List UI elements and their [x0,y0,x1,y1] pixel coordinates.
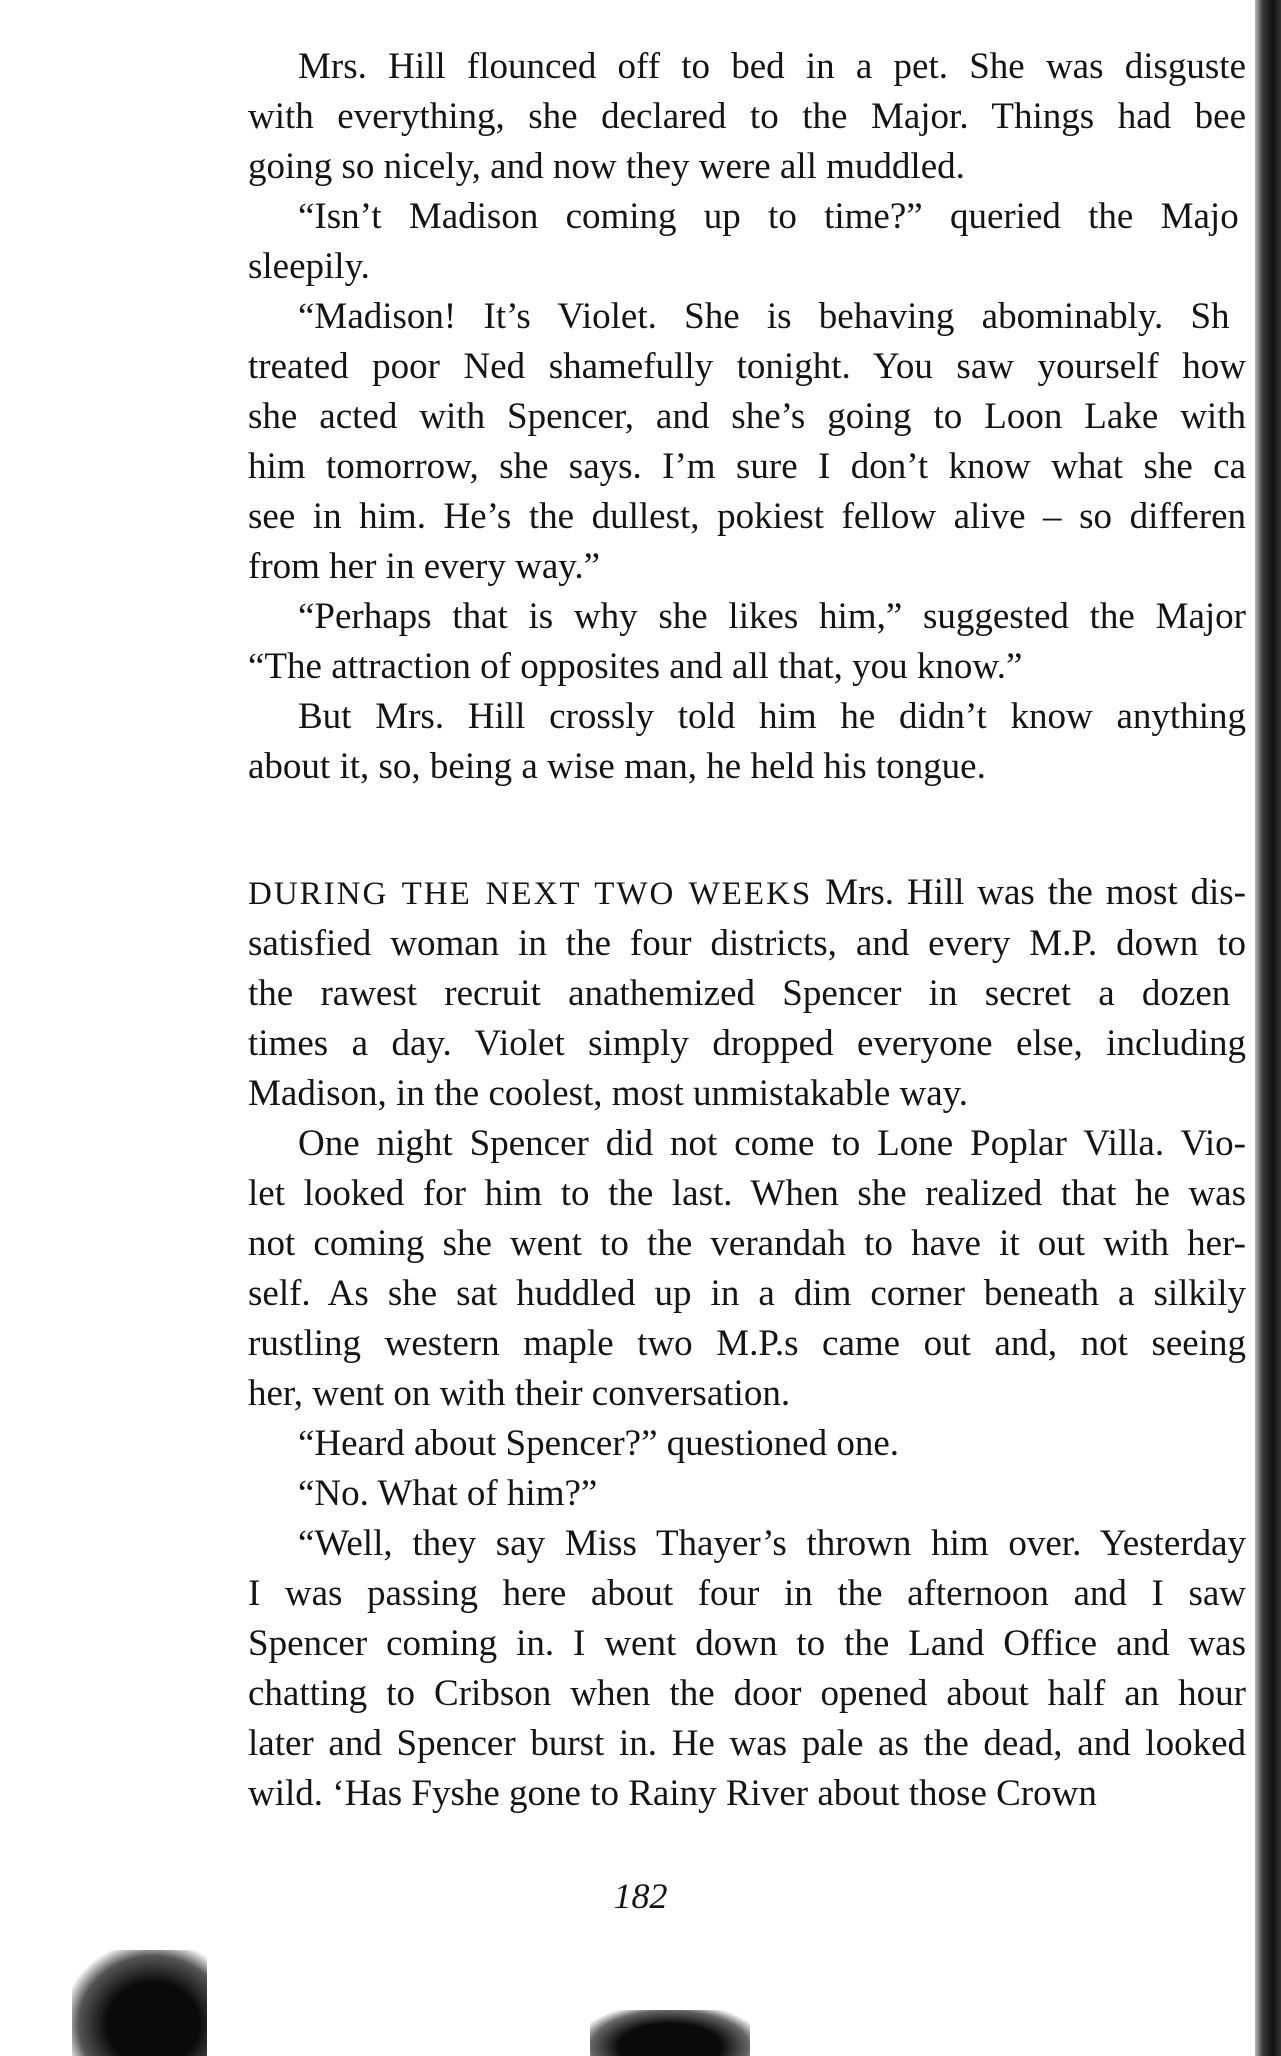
text-line: self. As she sat huddled up in a dim corner beneath a silkily [248,1273,1246,1314]
scan-binding-shadow [1255,0,1281,2056]
paragraph [248,292,1246,592]
text-line: later and Spencer burst in. He was pale as the dead, and looked [248,1723,1246,1764]
text-line: But Mrs. Hill crossly told him he didn’t know anything [298,696,1246,737]
paragraph [248,1519,1246,1819]
text-line: “No. What of him?” [298,1473,598,1514]
paragraph [248,42,1246,192]
paragraph [248,1419,1246,1469]
text-line: I was passing here about four in the afternoon and I saw [248,1573,1246,1614]
paragraph [248,692,1246,792]
text-line: “Well, they say Miss Thayer’s thrown him over. Yesterday [298,1523,1246,1564]
text-line: “The attraction of opposites and all that, you know.” [248,646,1023,687]
scan-blot-left [72,1950,207,2056]
paragraph [248,592,1246,692]
paragraph [248,868,1246,1119]
bottom-text-section [248,868,1246,1819]
paragraph [248,192,1246,292]
text-line: Madison, in the coolest, most unmistakable way. [248,1073,969,1114]
paragraph [248,1119,1246,1419]
text-line: chatting to Cribson when the door opened about half an hour [248,1673,1246,1714]
text-line: wild. ‘Has Fyshe gone to Rainy River about those Crown [248,1773,1097,1814]
text-line: let looked for him to the last. When she realized that he was [248,1173,1246,1214]
text-line: satisfied woman in the four districts, and every M.P. down to [248,923,1246,964]
text-line: from her in every way.” [248,546,601,587]
paragraph [248,1469,1246,1519]
text-line: going so nicely, and now they were all muddled. [248,146,965,187]
text-line: rustling western maple two M.P.s came out and, not seeing [248,1323,1246,1364]
text-line: “Perhaps that is why she likes him,” suggested the Major [298,596,1246,637]
section-opening-smallcaps: DURING THE NEXT TWO WEEKS [248,876,813,912]
page-number: 182 [613,1876,668,1916]
text-line: see in him. He’s the dullest, pokiest fellow alive – so differen [248,496,1246,537]
text-line: him tomorrow, she says. I’m sure I don’t know what she ca [248,446,1246,487]
text-line [248,868,1246,919]
text-line: One night Spencer did not come to Lone Poplar Villa. Vio- [298,1123,1246,1164]
text-line: sleepily. [248,246,370,287]
text-line: “Isn’t Madison coming up to time?” queried the Majo [298,196,1239,237]
text-line: “Heard about Spencer?” questioned one. [298,1423,899,1464]
text-line: about it, so, being a wise man, he held his tongue. [248,746,986,787]
text-line: not coming she went to the verandah to have it out with her- [248,1223,1246,1264]
text-line-rest: Mrs. Hill was the most dis- [825,872,1247,913]
text-line: times a day. Violet simply dropped everyone else, including [248,1023,1246,1064]
text-line: with everything, she declared to the Major. Things had bee [248,96,1246,137]
text-line: Spencer coming in. I went down to the Land Office and was [248,1623,1246,1664]
text-line: she acted with Spencer, and she’s going to Loon Lake with [248,396,1246,437]
text-line: treated poor Ned shamefully tonight. You saw yourself how [248,346,1246,387]
top-text-section [248,42,1246,792]
text-line: Mrs. Hill flounced off to bed in a pet. She was disguste [298,46,1246,87]
scan-blot-center [590,2010,750,2056]
text-line: her, went on with their conversation. [248,1373,791,1414]
text-line: “Madison! It’s Violet. She is behaving abominably. Sh [298,296,1230,337]
text-line: the rawest recruit anathemized Spencer in secret a dozen [248,973,1231,1014]
